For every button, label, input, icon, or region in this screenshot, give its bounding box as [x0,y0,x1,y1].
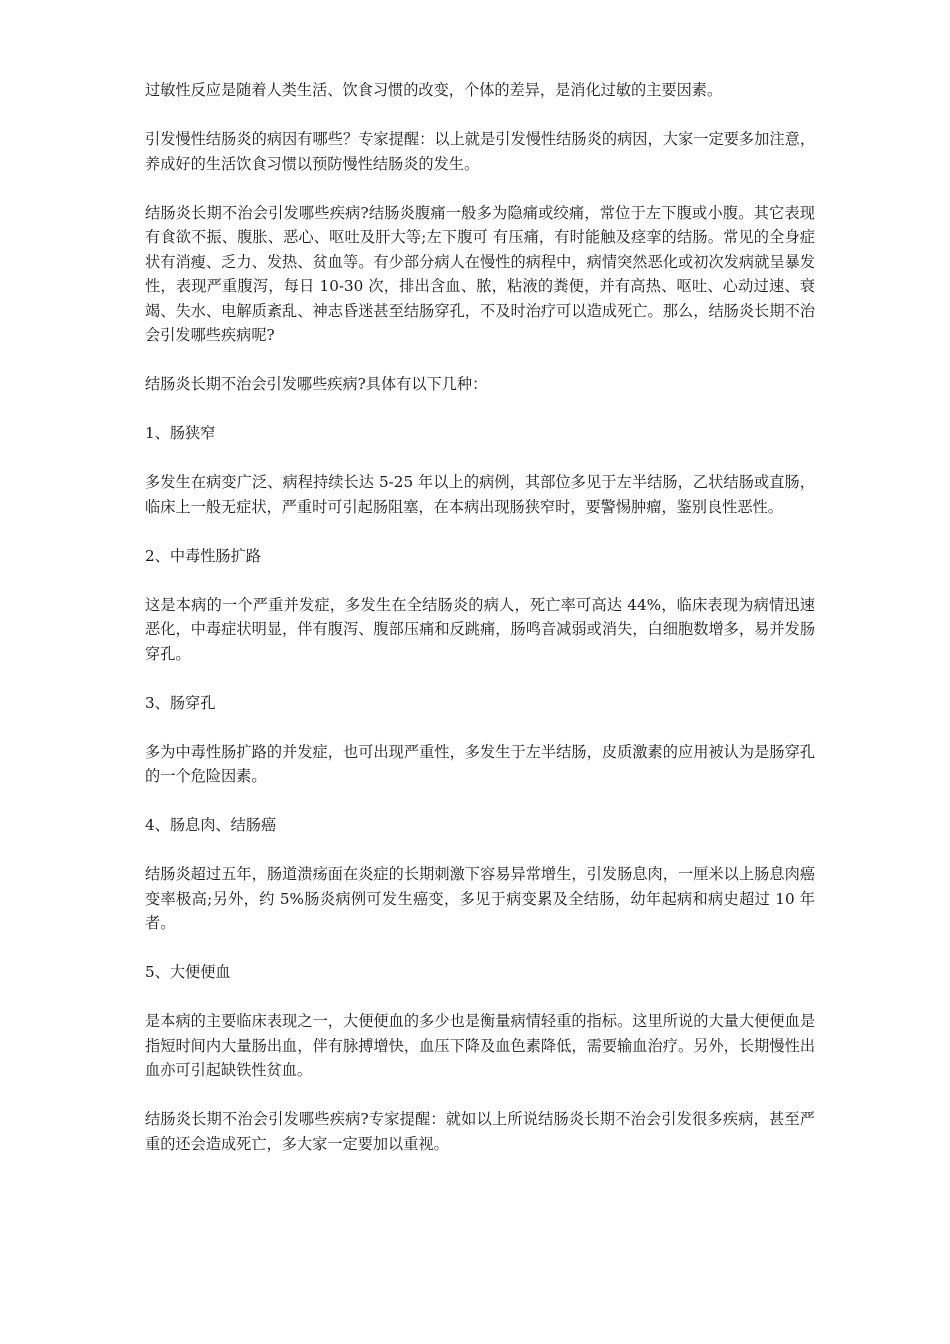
paragraph-allergy-factor: 过敏性反应是随着人类生活、饮食习惯的改变，个体的差异，是消化过敏的主要因素。 [145,81,723,99]
document-body [145,78,815,1181]
paragraph-toxic-dilation: 这是本病的一个严重并发症，多发生在全结肠炎的病人，死亡率可高达 44%，临床表现为病情迅速恶化，中毒症状明显，伴有腹泻、腹部压痛和反跳痛，肠鸣音减弱或消失，白细胞数增多，易并发肠穿孔。 [145,595,815,663]
paragraph-conclusion: 结肠炎长期不治会引发哪些疾病?专家提醒：就如以上所说结肠炎长期不治会引发很多疾病，甚至严重的还会造成死亡，多大家一定要加以重视。 [145,1110,815,1153]
paragraph-symptoms: 结肠炎长期不治会引发哪些疾病?结肠炎腹痛一般多为隐痛或绞痛，常位于左下腹或小腹。其它表现有食欲不振、腹胀、恶心、呕吐及肝大等;左下腹可 有压痛，有时能触及痉挛的结肠。常见的全身症状有消瘦、乏力、发热、贫血等。有少部分病人在慢性的病程中，病情突然恶化或初次发病就呈暴发性，表现严重腹泻，每日 10-30 次，排出含血、脓，粘液的粪便，并有高热、呕吐、心动过速、衰竭、失水、电解质紊乱、神志昏迷甚至结肠穿孔，不及时治疗可以造成死亡。那么，结肠炎长期不治会引发哪些疾病呢? [145,203,815,344]
paragraph-bloody-stool: 是本病的主要临床表现之一，大便便血的多少也是衡量病情轻重的指标。这里所说的大量大便便血是指短时间内大量肠出血，伴有脉搏增快，血压下降及血色素降低，需要输血治疗。另外，长期慢性出血亦可引起缺铁性贫血。 [145,1012,815,1079]
heading-bloody-stool: 5、大便便血 [145,963,231,981]
heading-toxic-dilation: 2、中毒性肠扩路 [145,546,261,565]
paragraph-list-intro: 结肠炎长期不治会引发哪些疾病?具体有以下几种： [145,375,488,393]
heading-intestinal-stricture: 1、肠狭窄 [145,424,216,442]
heading-polyp-cancer: 4、肠息肉、结肠癌 [145,816,277,834]
paragraph-causes-reminder: 引发慢性结肠炎的病因有哪些？专家提醒：以上就是引发慢性结肠炎的病因，大家一定要多加注意，养成好的生活饮食习惯以预防慢性结肠炎的发生。 [145,130,815,173]
paragraph-polyp-cancer: 结肠炎超过五年，肠道溃疡面在炎症的长期刺激下容易异常增生，引发肠息肉，一厘米以上肠息肉癌变率极高;另外，约 5%肠炎病例可发生癌变，多见于病变累及全结肠，幼年起病和病史超过 10 年者。 [145,865,815,932]
paragraph-perforation: 多为中毒性肠扩路的并发症，也可出现严重性，多发生于左半结肠，皮质激素的应用被认为是肠穿孔的一个危险因素。 [145,742,815,785]
heading-perforation: 3、肠穿孔 [145,693,216,712]
paragraph-intestinal-stricture: 多发生在病变广泛、病程持续长达 5-25 年以上的病例，其部位多见于左半结肠，乙状结肠或直肠，临床上一般无症状，严重时可引起肠阻塞，在本病出现肠狭窄时，要警惕肿瘤，鉴别良性恶性。 [145,473,815,516]
